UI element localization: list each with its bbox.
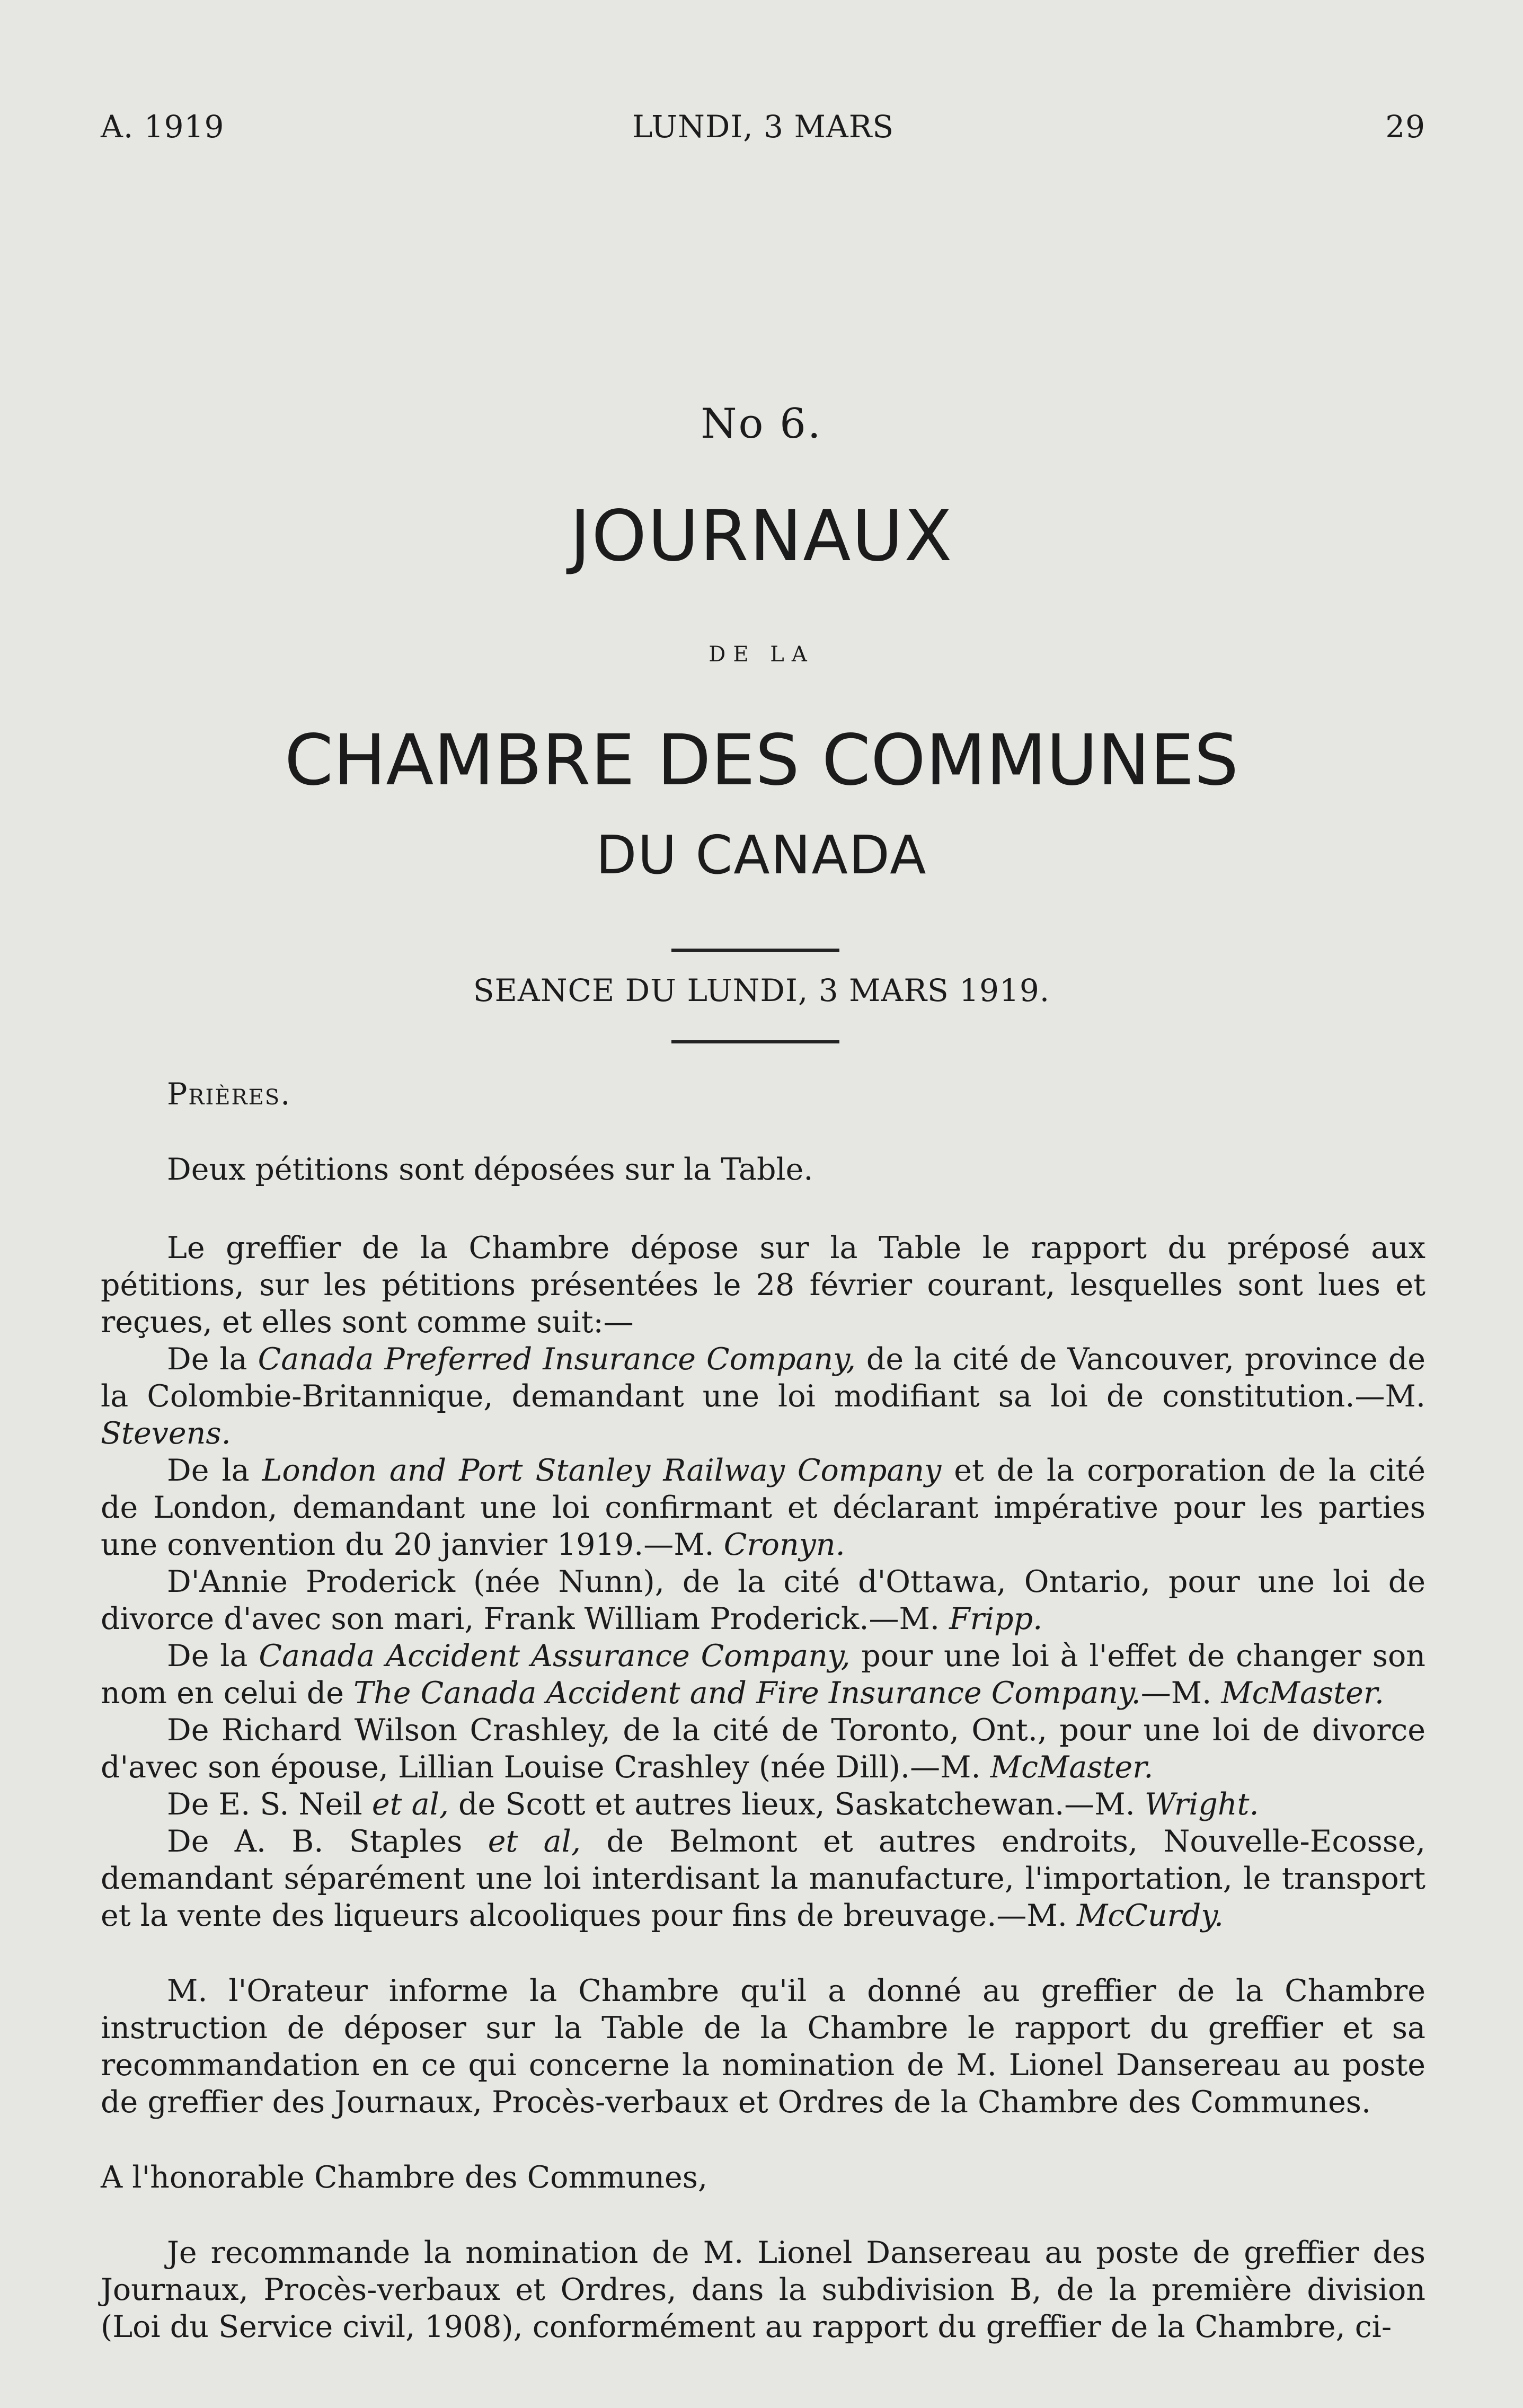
- page-header: [101, 109, 1425, 151]
- petition-italic-text: Stevens.: [101, 1416, 231, 1451]
- petition-entry: [101, 1786, 1425, 1823]
- deux-petitions-paragraph: Deux pétitions sont déposées sur la Table.: [167, 1152, 813, 1187]
- orateur-paragraph: M. l'Orateur informe la Chambre qu'il a donné au greffier de la Chambre instruction de déposer sur la Table de la Chambre le rapport du greffier et sa recommandation en ce qui concerne la nomination de M. Lionel Dansereau au poste de greffier des Journaux, Procès-verbaux et Ordres de la Chambre des Communes.: [101, 1973, 1425, 2120]
- page-number: 29: [1385, 109, 1425, 145]
- petition-text: De la: [167, 1639, 259, 1674]
- petition-entry: [101, 1712, 1425, 1786]
- header-year: A. 1919: [101, 109, 225, 145]
- petition-italic-text: The Canada Accident and Fire Insurance Company.: [353, 1676, 1141, 1711]
- header-date: LUNDI, 3 MARS: [632, 109, 895, 145]
- title-chambre: CHAMBRE DES COMMUNES: [284, 720, 1239, 801]
- petition-entry: [101, 1637, 1425, 1712]
- greffier-intro-paragraph: Le greffier de la Chambre dépose sur la Table le rapport du préposé aux pétitions, sur les pétitions présentées le 28 février courant, lesquelles sont lues et reçues, et elles sont comme suit:—: [101, 1230, 1425, 1340]
- petition-entry: [101, 1341, 1425, 1452]
- petition-text: De E. S. Neil: [167, 1787, 372, 1822]
- divider-bottom: [671, 1040, 839, 1043]
- title-de-la: DE LA: [709, 642, 814, 667]
- petition-text: pour une loi à l'effet de changer son nom en celui de: [101, 1639, 1425, 1711]
- petition-text: De Richard Wilson Crashley, de la cité de Toronto, Ont., pour une loi de divorce d'avec son épouse, Lillian Louise Crashley (née Dill).—M.: [101, 1713, 1425, 1785]
- petition-text: De la: [167, 1342, 258, 1377]
- prieres-heading: Prières.: [167, 1077, 291, 1112]
- petition-entry: [101, 1452, 1425, 1563]
- title-du-canada: DU CANADA: [596, 824, 927, 886]
- petition-text: De la: [167, 1453, 262, 1488]
- petition-italic-text: McMaster.: [990, 1750, 1154, 1785]
- petition-italic-text: Canada Accident Assurance Company,: [259, 1639, 851, 1674]
- petition-text: D'Annie Proderick (née Nunn), de la cité d'Ottawa, Ontario, pour une loi de divorce d'avec son mari, Frank William Proderick.—M.: [101, 1564, 1425, 1636]
- title-journaux: JOURNAUX: [570, 495, 953, 577]
- journal-body: [101, 1076, 1425, 2345]
- petition-italic-text: McMaster.: [1221, 1676, 1384, 1711]
- petition-italic-text: Canada Preferred Insurance Company,: [258, 1342, 856, 1377]
- petition-text: de Scott et autres lieux, Saskatchewan.—M.: [448, 1787, 1145, 1822]
- petition-text: et de la corporation de la cité de London, demandant une loi confirmant et déclarant impérative pour les parties une convention du 20 janvier 1919.—M.: [101, 1453, 1426, 1562]
- petition-italic-text: McCurdy.: [1076, 1898, 1224, 1933]
- petition-entry: [101, 1563, 1425, 1637]
- petition-entry: [101, 1823, 1425, 1934]
- seance-heading: SEANCE DU LUNDI, 3 MARS 1919.: [473, 972, 1050, 1008]
- petitions-list: [101, 1341, 1425, 1934]
- petition-text: de Belmont et autres endroits, Nouvelle-Ecosse, demandant séparément une loi interdisant la manufacture, l'importation, le transport et la vente des liqueurs alcooliques pour fins de breuvage.—M.: [101, 1824, 1425, 1933]
- petition-italic-text: et al,: [488, 1824, 581, 1859]
- petition-italic-text: Cronyn.: [723, 1527, 845, 1562]
- petition-text: —M.: [1140, 1676, 1221, 1711]
- petition-text: de la cité de Vancouver, province de la Colombie-Britannique, demandant une loi modifiant sa loi de constitution.—M.: [101, 1342, 1425, 1414]
- divider-top: [671, 949, 839, 952]
- petition-italic-text: Fripp.: [949, 1601, 1043, 1636]
- address-line: A l'honorable Chambre des Communes,: [101, 2160, 708, 2195]
- journal-number: No 6.: [701, 400, 822, 448]
- petition-italic-text: et al,: [371, 1787, 449, 1822]
- recommandation-paragraph: Je recommande la nomination de M. Lionel Dansereau au poste de greffier des Journaux, Procès-verbaux et Ordres, dans la subdivision B, de la première division (Loi du Service civil, 1908), conformément au rapport du greffier de la Chambre, ci-: [101, 2235, 1425, 2344]
- petition-italic-text: London and Port Stanley Railway Company: [262, 1453, 942, 1488]
- petition-italic-text: Wright.: [1144, 1787, 1259, 1822]
- petition-text: De A. B. Staples: [167, 1824, 488, 1859]
